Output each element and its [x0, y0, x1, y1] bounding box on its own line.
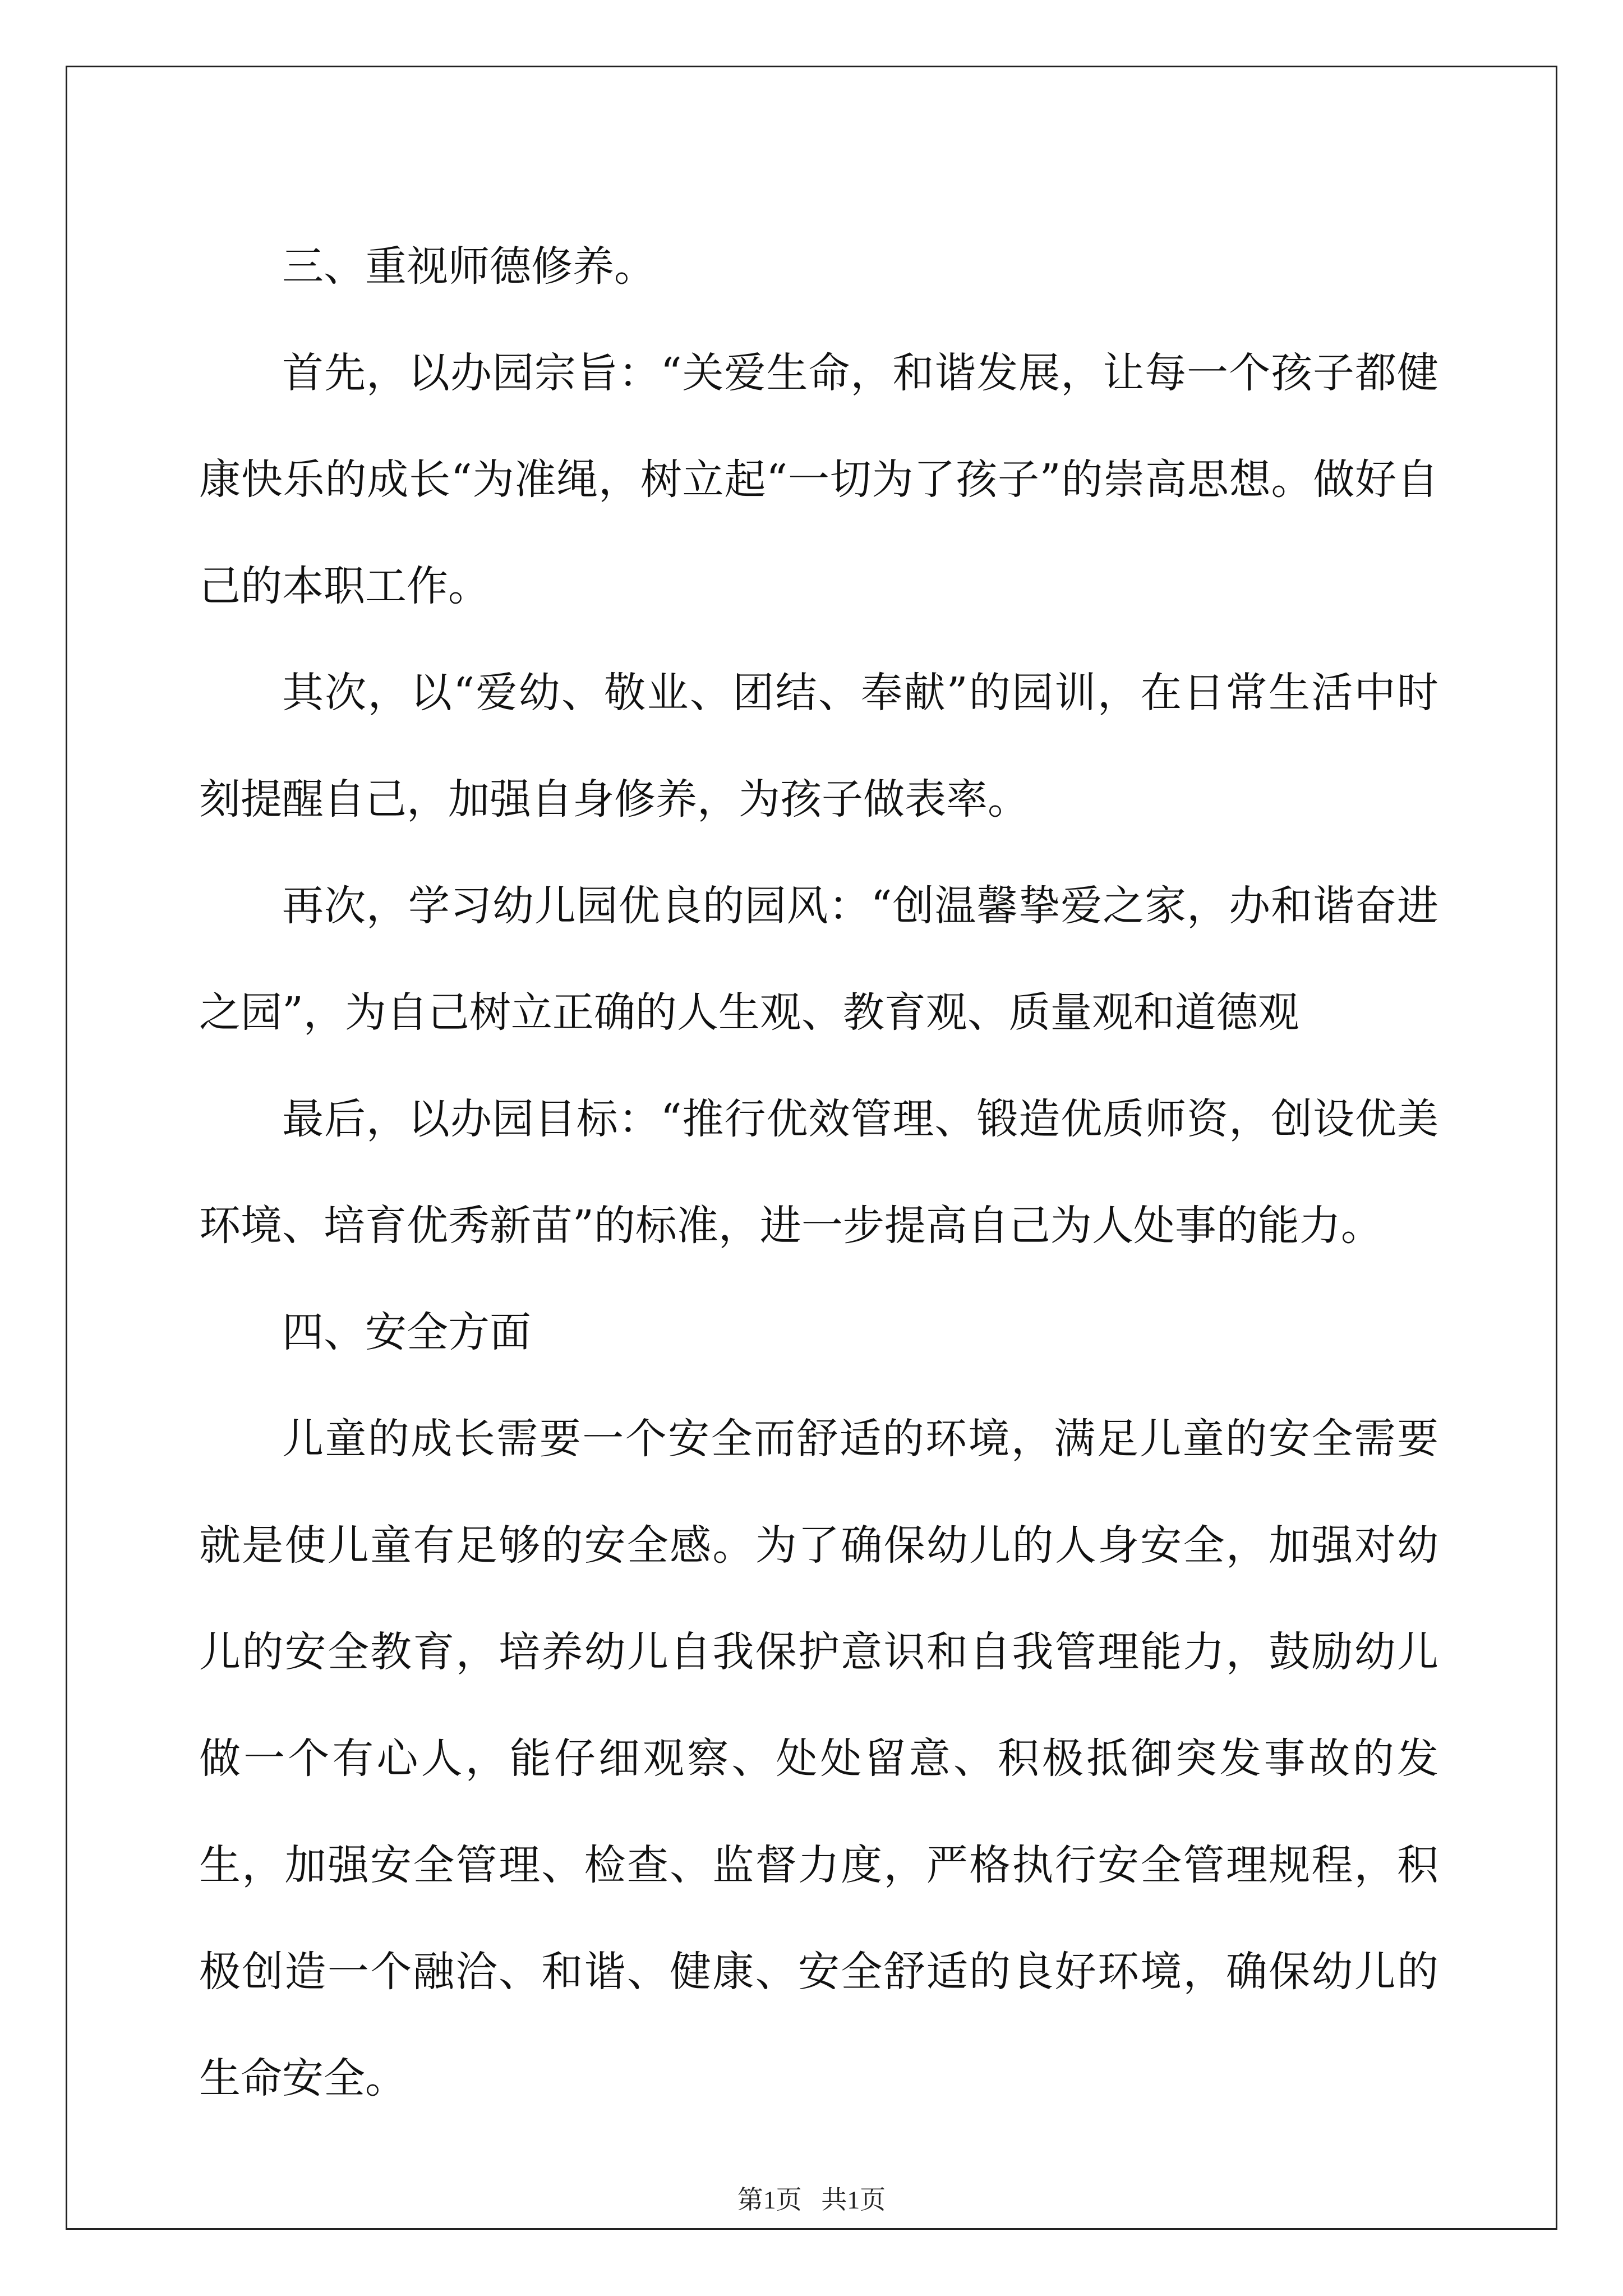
paragraph-second: 其次，以“爱幼、敬业、团结、奉献”的园训，在日常生活中时刻提醒自己，加强自身修养，为孩子做表率。 [199, 669, 1438, 823]
section-heading-teacher-ethics: 三、重视师德修养。 [282, 242, 656, 291]
paragraph-first: 首先，以办园宗旨：“关爱生命，和谐发展，让每一个孩子都健康快乐的成长“为准绳，树立起“一切为了孩子”的崇高思想。做好自己的本职工作。 [199, 349, 1438, 610]
document-body [199, 213, 1438, 2132]
page-footer: 第1页 共1页 [737, 2185, 886, 2214]
paragraph-last: 最后，以办园目标：“推行优效管理、锻造优质师资，创设优美环境、培育优秀新苗”的标准，进一步提高自己为人处事的能力。 [199, 1095, 1438, 1250]
section-heading-safety: 四、安全方面 [282, 1308, 531, 1356]
paragraph-safety: 儿童的成长需要一个安全而舒适的环境，满足儿童的安全需要就是使儿童有足够的安全感。为了确保幼儿的人身安全，加强对幼儿的安全教育，培养幼儿自我保护意识和自我管理能力，鼓励幼儿做一个有心人，能仔细观察、处处留意、积极抵御突发事故的发生，加强安全管理、检查、监督力度，严格执行安全管理规程，积极创造一个融洽、和谐、健康、安全舒适的良好环境，确保幼儿的生命安全。 [199, 1415, 1438, 2102]
paragraph-third: 再次，学习幼儿园优良的园风：“创温馨挚爱之家，办和谐奋进之园”，为自己树立正确的人生观、教育观、质量观和道德观 [199, 882, 1438, 1037]
